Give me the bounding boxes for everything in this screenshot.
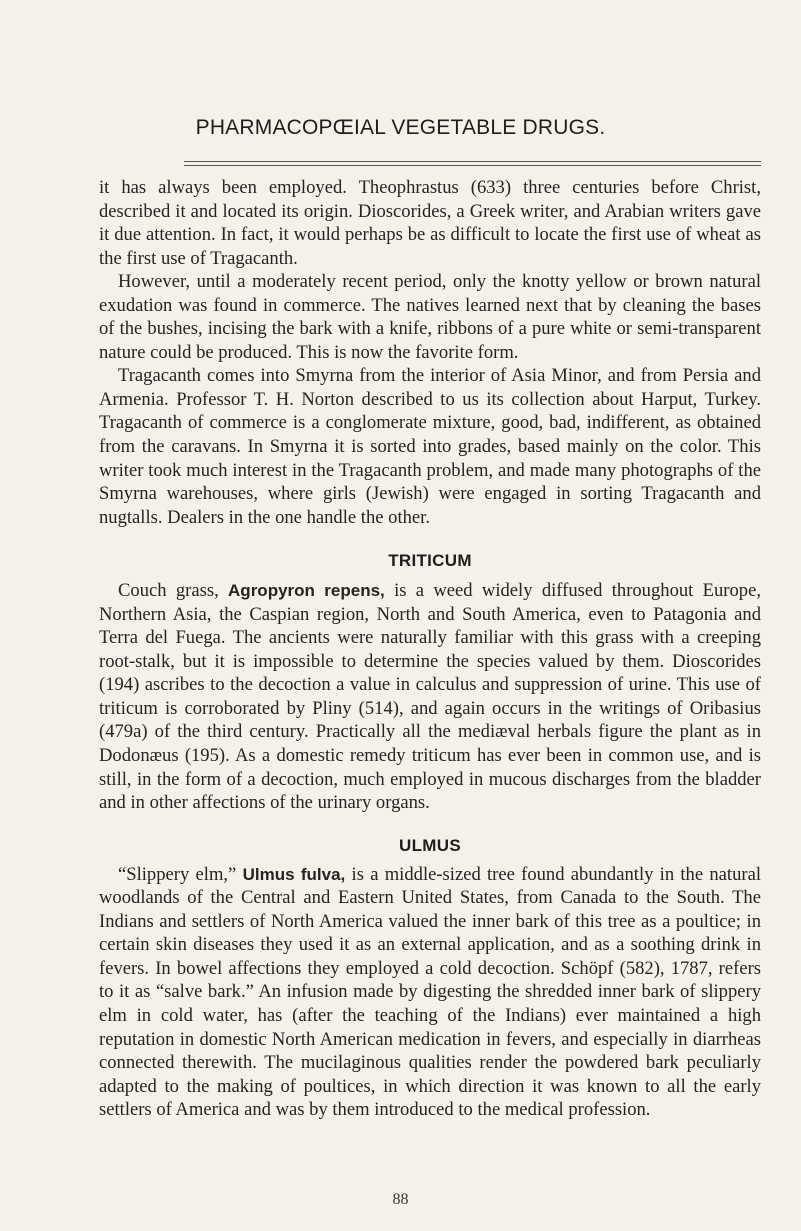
paragraph-ulmus [99,863,761,1122]
section-heading-triticum: TRITICUM [388,551,472,571]
paragraph-tragacanth-smyrna: Tragacanth comes into Smyrna from the interior of Asia Minor, and from Persia and Armenia. Professor T. H. Norton described to us its collection about Harput, Turkey. Tragacanth of commerce is a conglomerate mixture, good, bad, indifferent, as obtained from the caravans. In Smyrna it is sorted into grades, based mainly on the color. This writer took much interest in the Tragacanth problem, and made many photographs of the Smyrna warehouses, where girls (Jewish) were engaged in sorting Tragacanth and nugtalls. Dealers in the one handle the other. [99,365,761,528]
header-rule-bottom [184,165,761,166]
page-number: 88 [392,1191,409,1208]
section-heading-ulmus: ULMUS [399,835,461,855]
body-text [99,176,761,1122]
paragraph-triticum [99,579,761,814]
paragraph-tragacanth-commerce: However, until a moderately recent period, only the knotty yellow or brown natural exudation was found in commerce. The natives learned next that by cleaning the bases of the bushes, incising the bark with a knife, ribbons of a pure white or semi-transparent nature could be produced. This is now the favorite form. [99,271,761,363]
running-head: PHARMACOPŒIAL VEGETABLE DRUGS. [195,116,606,139]
triticum-text: is a weed widely diffused throughout Europe, Northern Asia, the Caspian region, North and South America, even to Patagonia and Terra del Fuega. The ancients were naturally familiar with this grass with a creeping root-stalk, but it is impossible to determine the species valued by them. Dioscorides (194) ascribes to the decoction a value in calculus and suppression of urine. This use of triticum is corroborated by Pliny (514), and again occurs in the writings of Oribasius (479a) of the third century. Practically all the mediæval herbals figure the plant as in Dodonæus (195). As a domestic remedy triticum has ever been in common use, and is still, in the form of a decoction, much employed in mucous discharges from the bladder and in other affections of the urinary organs. [99,580,761,814]
ulmus-scientific-name: Ulmus fulva, [242,864,346,884]
header-rule-top [184,161,761,162]
triticum-scientific-name: Agropyron repens, [228,581,385,601]
ulmus-text: is a middle-sized tree found abundantly in the natural woodlands of the Central and Eastern United States, from Canada to the South. The Indians and settlers of North America valued the inner bark of this tree as a poultice; in certain skin diseases they used it as an external application, and as a soothing drink in fevers. In bowel affections they employed a cold decoction. Schöpf (582), 1787, refers to it as “salve bark.” An infusion made by digesting the shredded inner bark of slippery elm in cold water, has (after the teaching of the Indians) ever maintained a high reputation in domestic North American medication in fevers, and especially in diarrheas connected therewith. The mucilaginous qualities render the powdered bark peculiarly adapted to the making of poultices, in which direction it was known to all the early settlers of America and was by them introduced to the medical profession. [99,863,761,1121]
triticum-lead: Couch grass, [118,580,219,602]
ulmus-lead: “Slippery elm,” [118,863,237,885]
paragraph-tragacanth-origin: it has always been employed. Theophrastus (633) three centuries before Christ, described it and located its origin. Dioscorides, a Greek writer, and Arabian writers gave it due attention. In fact, it would perhaps be as difficult to locate the first use of wheat as the first use of Tragacanth. [99,177,761,269]
